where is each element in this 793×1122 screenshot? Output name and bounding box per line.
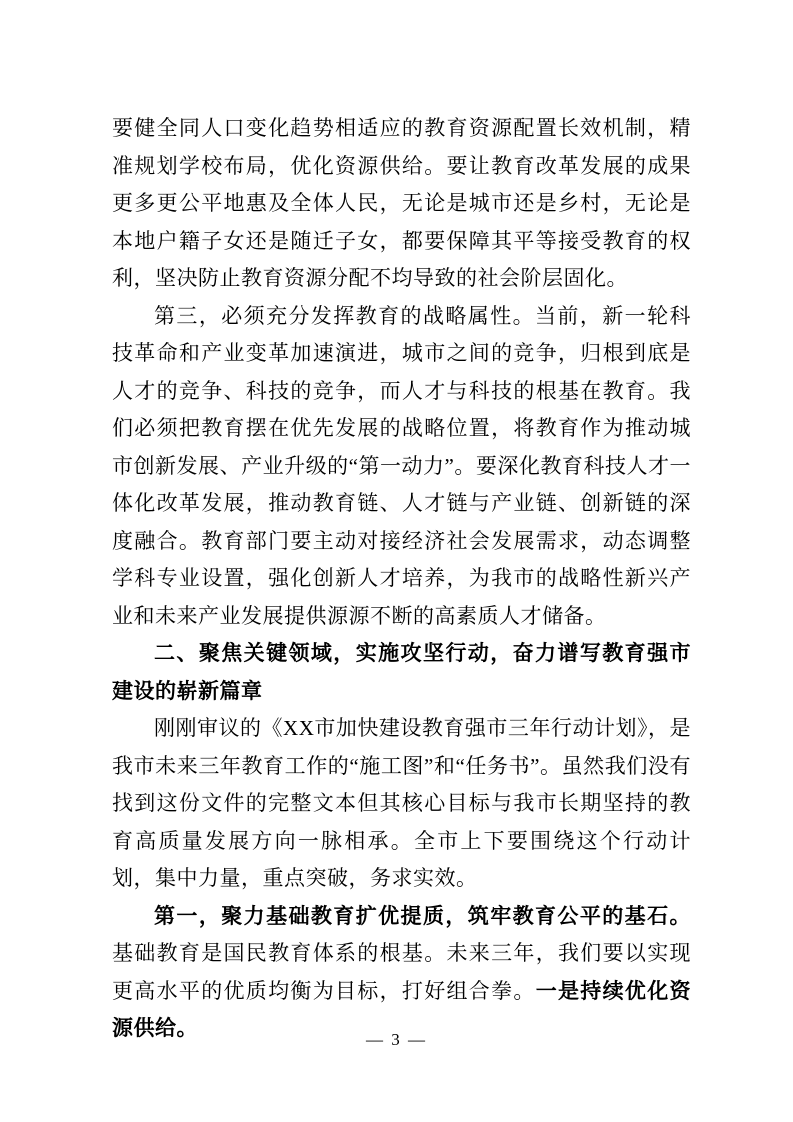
bold-text-run: 第一，聚力基础教育扩优提质，筑牢教育公平的基石。 [154,904,691,928]
paragraph [112,110,691,298]
text-run: 基础教育是国民教育体系的根基。未来三年，我们要以实现更高水平的优质均衡为目标，打好组合拳。 [112,941,691,1003]
paragraph [112,298,691,636]
text-run: 第三，必须充分发挥教育的战略属性。当前，新一轮科技革命和产业变革加速演进，城市之间的竞争，归根到底是人才的竞争、科技的竞争，而人才与科技的根基在教育。我们必须把教育摆在优先发展的战略位置，将教育作为推动城市创新发展、产业升级的“第一动力”。要深化教育科技人才一体化改革发展，推动教育链、人才链与产业链、创新链的深度融合。教育部门要主动对接经济社会发展需求，动态调整学科专业设置，强化创新人才培养，为我市的战略性新兴产业和未来产业发展提供源源不断的高素质人才储备。 [112,303,691,628]
bold-text-run: 一是持续优化资源供给。 [112,979,692,1040]
paragraph [112,710,691,898]
section-heading [112,635,691,710]
text-run: 刚刚审议的《XX市加快建设教育强市三年行动计划》，是我市未来三年教育工作的“施工图”和“任务书”。虽然我们没有找到这份文件的完整文本但其核心目标与我市长期坚持的教育高质量发展方向一脉相承。全市上下要围绕这个行动计划，集中力量，重点突破，务求实效。 [112,716,691,890]
page-number: — 3 — [366,1030,427,1049]
document-body [112,110,691,1048]
text-run: 要健全同人口变化趋势相适应的教育资源配置长效机制，精准规划学校布局，优化资源供给。要让教育改革发展的成果更多更公平地惠及全体人民，无论是城市还是乡村，无论是本地户籍子女还是随迁子女，都要保障其平等接受教育的权利，坚决防止教育资源分配不均导致的社会阶层固化。 [112,116,691,290]
bold-text-run: 二、聚焦关键领域，实施攻坚行动，奋力谱写教育强市建设的崭新篇章 [112,642,691,703]
paragraph [112,898,691,1048]
